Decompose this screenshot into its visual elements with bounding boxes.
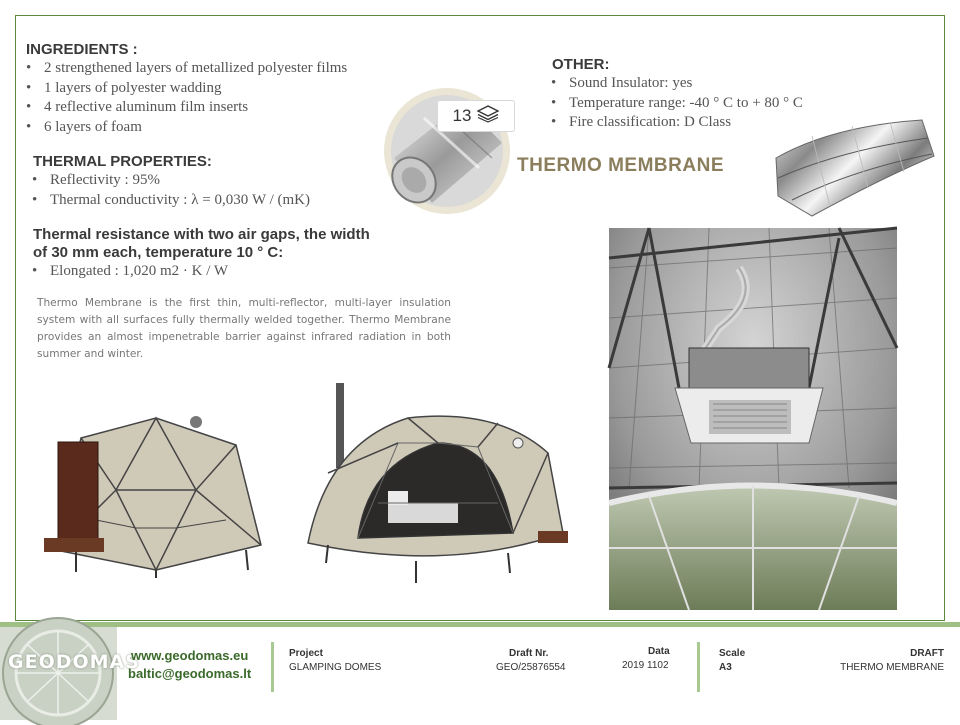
layers-badge <box>437 100 515 132</box>
list-item: • 6 layers of foam <box>22 118 347 138</box>
footer-separator <box>271 642 274 692</box>
draft-nr-label: Draft Nr. <box>509 648 549 659</box>
logo-text: GEODOMAS <box>8 651 140 673</box>
list-item: • Sound Insulator: yes <box>547 74 803 94</box>
project-value: GLAMPING DOMES <box>289 662 382 673</box>
project-label: Project <box>289 648 323 659</box>
list-item: • Thermal conductivity : λ = 0,030 W / (mK) <box>28 191 310 211</box>
list-item: • 4 reflective aluminum film inserts <box>22 98 347 118</box>
product-description: Thermo Membrane is the first thin, multi-reflector, multi-layer insulation system with all surfaces fully thermally welded together. Thermo Membrane provides an almost impenetrable barrier against infrared radiation in both summer and winter. <box>37 297 451 360</box>
data-value: 2019 1102 <box>622 660 669 671</box>
scale-label: Scale <box>719 648 746 659</box>
resistance-heading <box>33 226 370 262</box>
website-link[interactable]: www.geodomas.eu <box>131 648 249 663</box>
ingredients-heading: INGREDIENTS : <box>26 41 138 58</box>
thermal-heading: THERMAL PROPERTIES: <box>33 153 212 170</box>
other-heading: OTHER: <box>552 56 610 73</box>
dome-render-open <box>298 383 600 588</box>
interior-photo <box>609 228 897 610</box>
list-item: • Fire classification: D Class <box>547 113 803 133</box>
list-item: • Elongated : 1,020 m2 · K / W <box>28 262 228 282</box>
list-item: • 1 layers of polyester wadding <box>22 79 347 99</box>
data-label: Data <box>648 646 670 657</box>
layers-count: 13 <box>452 106 472 125</box>
thermal-list <box>28 171 310 210</box>
draft-value: THERMO MEMBRANE <box>840 662 944 673</box>
list-item: • Temperature range: -40 ° C to + 80 ° C <box>547 94 803 114</box>
footer-separator <box>697 642 700 692</box>
scale-value: A3 <box>719 662 732 673</box>
list-item: • 2 strengthened layers of metallized polyester films <box>22 59 347 79</box>
dome-render-closed <box>36 400 286 580</box>
draft-nr-value: GEO/25876554 <box>496 662 566 673</box>
ingredients-list <box>22 59 347 137</box>
folded-membrane-image <box>772 116 936 220</box>
product-title: THERMO MEMBRANE <box>517 155 724 176</box>
list-item: • Reflectivity : 95% <box>28 171 310 191</box>
draft-label: DRAFT <box>910 648 944 659</box>
resistance-heading-line1: Thermal resistance with two air gaps, the width <box>33 226 370 243</box>
footer <box>0 622 960 720</box>
layers-icon <box>477 105 499 128</box>
other-list <box>547 74 803 133</box>
email-link[interactable]: baltic@geodomas.lt <box>128 666 252 681</box>
footer-divider <box>0 622 960 627</box>
resistance-heading-line2: of 30 mm each, temperature 10 ° C: <box>33 244 284 261</box>
company-logo <box>0 627 140 720</box>
resistance-list <box>28 262 228 282</box>
